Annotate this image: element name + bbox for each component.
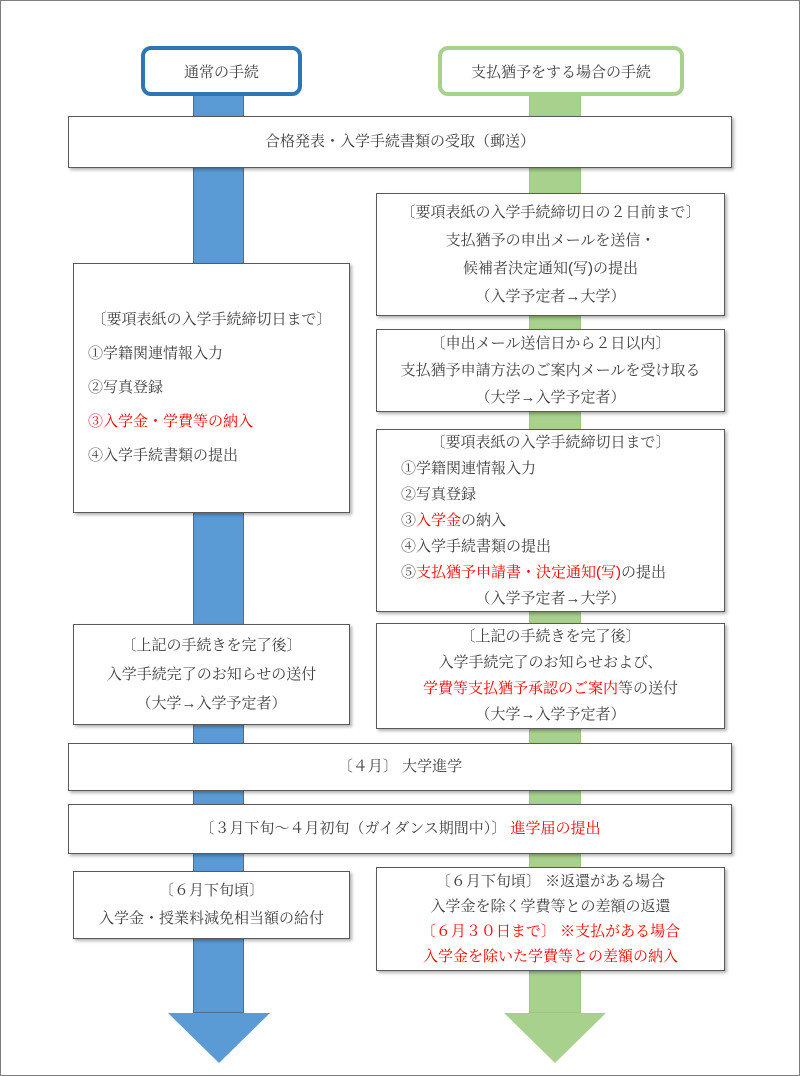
step-text-highlight: 学費等支払猶予承認のご案内: [422, 680, 618, 697]
step-text-highlight: 進学届の提出: [510, 820, 601, 837]
step-item-partially-highlighted: [377, 560, 724, 586]
step-footer: （入学予定者→大学）: [475, 589, 626, 607]
deferral-flow-down-arrowhead-icon: [504, 1013, 606, 1063]
normal-procedure-header: [141, 46, 302, 96]
step-item-highlight: 支払猶予申請書・決定通知(写): [416, 563, 622, 581]
step-item-number: ③: [401, 511, 417, 529]
step-box-guidance-submission: [68, 804, 732, 854]
step-box-deferral-complete: [376, 623, 725, 729]
step-box-normal-steps: [73, 263, 350, 513]
step-text: 入学手続完了のお知らせの送付: [106, 666, 317, 683]
step-box-deferral-settlement: [376, 867, 725, 971]
step-heading: 〔要項表紙の入学手続締切日まで〕: [91, 311, 332, 328]
step-item: ②写真登録: [88, 379, 164, 396]
step-text: 〔要項表紙の入学手続締切日の２日前まで〕: [400, 203, 701, 221]
step-text: 支払猶予の申出メールを送信・: [445, 231, 656, 249]
step-item: ②写真登録: [401, 485, 477, 503]
step-text: （大学→入学予定者）: [136, 695, 287, 712]
step-text-highlighted: 〔６月３０日まで〕 ※支払がある場合: [420, 923, 681, 940]
step-text: 〔申出メール送信日から２日以内〕: [430, 335, 671, 352]
normal-flow-down-arrowhead-icon: [168, 1013, 270, 1063]
step-item-rest: の納入: [461, 511, 507, 529]
step-box-deferral-steps: [376, 429, 725, 612]
step-heading: 〔要項表紙の入学手続締切日まで〕: [430, 433, 671, 451]
step-text: 入学手続完了のお知らせおよび、: [438, 654, 663, 671]
step-box-deferral-request: [376, 193, 725, 316]
step-item: ④入学手続書類の提出: [401, 537, 552, 555]
step-box-deferral-guide-mail: [376, 329, 725, 412]
step-text: 〔４月〕 大学進学: [337, 758, 463, 775]
step-text-partially-highlighted: [69, 815, 731, 843]
step-item-number: ⑤: [401, 563, 417, 581]
normal-procedure-header-label: 通常の手続: [183, 63, 259, 81]
step-text: （入学予定者→大学）: [475, 287, 626, 305]
step-text-rest: 等の送付: [618, 680, 679, 697]
deferral-procedure-header-label: 支払猶予をする場合の手続: [470, 63, 651, 81]
step-text-partially-highlighted: [377, 676, 724, 702]
step-text: （大学→入学予定者）: [475, 389, 626, 406]
step-box-normal-complete: [73, 624, 350, 725]
step-text: 合格発表・入学手続書類の受取（郵送）: [264, 133, 535, 150]
step-text: 入学金を除く学費等との差額の返還: [430, 898, 671, 915]
step-item: ④入学手続書類の提出: [88, 447, 239, 464]
step-text: 候補者決定通知(写)の提出: [463, 259, 638, 277]
step-text: 入学金・授業料減免相当額の給付: [98, 910, 324, 927]
step-item: ①学籍関連情報入力: [88, 345, 224, 362]
step-text-prefix: 〔３月下旬～４月初旬（ガイダンス期間中）〕: [199, 820, 511, 837]
step-box-april-enrollment: [68, 743, 732, 791]
step-text-highlighted: 入学金を除いた学費等との差額の納入: [422, 948, 678, 965]
step-text: （大学→入学予定者）: [475, 706, 626, 723]
step-text: 〔上記の手続きを完了後〕: [460, 628, 641, 645]
deferral-procedure-header: [438, 46, 684, 96]
step-item-partially-highlighted: [377, 508, 724, 534]
step-item-highlight: 入学金: [416, 511, 462, 529]
step-text: 支払猶予申請方法のご案内メールを受け取る: [400, 362, 701, 379]
step-text: 〔６月下旬頃〕 ※返還がある場合: [435, 873, 666, 890]
step-box-receipt: [68, 116, 732, 168]
step-box-normal-grant: [73, 871, 350, 939]
step-item-rest: の提出: [621, 563, 667, 581]
step-item: ①学籍関連情報入力: [401, 459, 537, 477]
step-text: 〔６月下旬頃〕: [158, 882, 264, 899]
step-text: 〔上記の手続きを完了後〕: [121, 637, 302, 654]
step-item-highlighted: ③入学金・学費等の納入: [88, 413, 254, 430]
